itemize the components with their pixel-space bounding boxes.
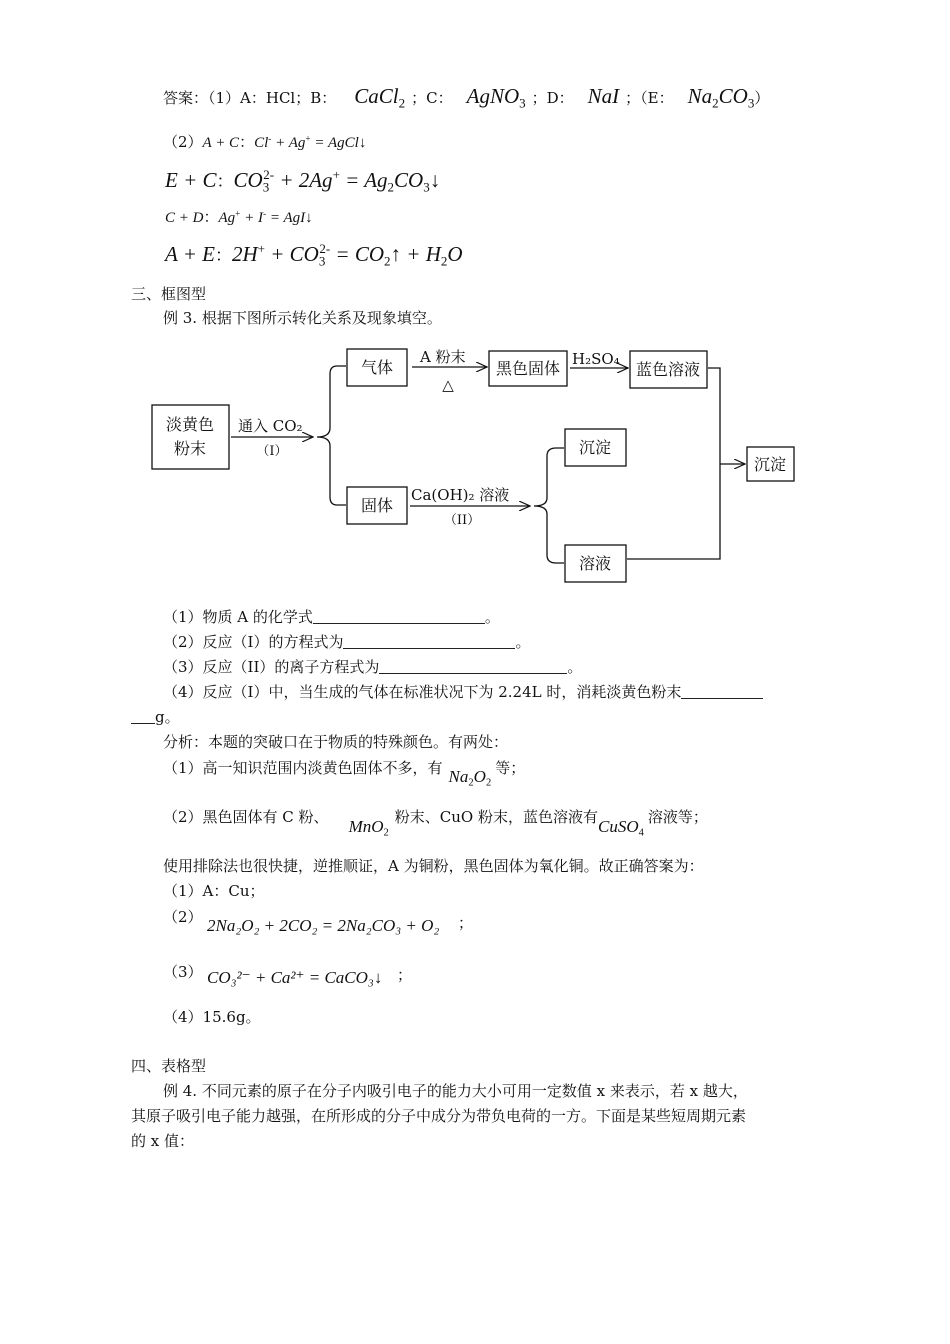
- q4-blank-a[interactable]: [681, 684, 763, 699]
- question-4: [163, 681, 763, 702]
- arrow-h2so4-label: H₂SO₄: [572, 350, 620, 368]
- eq-prefix: （2）: [163, 133, 203, 151]
- analysis-point-2: [163, 806, 708, 839]
- precipitate-final-label: 沉淀: [753, 455, 787, 474]
- answer-2-equation: 2Na₂O₂ + 2CO₂ = 2Na₂CO₃ + O₂: [207, 916, 440, 935]
- arrow-a-condition: △: [442, 376, 454, 394]
- question-4-cont: [131, 706, 180, 727]
- eq-ac-lhs: A + C: [202, 135, 240, 151]
- analysis-p1-text: （1）高一知识范围内淡黄色固体不多，有: [163, 759, 443, 777]
- example-3-text: 例 3. 根据下图所示转化关系及现象填空。: [163, 309, 442, 327]
- analysis-p2-end: 溶液等；: [647, 808, 708, 826]
- formula-cuso4: CuSO$_4$: [598, 817, 644, 839]
- answer-sep-d: ；D：: [531, 89, 574, 107]
- start-line2: 粉末: [173, 439, 207, 458]
- flow-diagram: [0, 0, 950, 600]
- question-2: [163, 631, 531, 652]
- eq-ec-lhs: E + C: [165, 168, 217, 192]
- eq-ec-colon: ：: [216, 172, 234, 192]
- formula-nai: NaI: [587, 84, 620, 108]
- q3-blank[interactable]: [379, 659, 567, 674]
- eq-ae-body: $2H^+ + CO_3^{2-}$ = $CO_2↑ + H_2O$: [231, 241, 463, 269]
- eq-ac-body: Cl- + Ag+ = AgCl↓: [254, 134, 367, 151]
- blue-solution-label: 蓝色溶液: [635, 360, 701, 379]
- analysis-p2-mid: 粉末、CuO 粉末，蓝色溶液有: [394, 808, 598, 826]
- connector-blue: [627, 368, 720, 559]
- q2-end: 。: [515, 633, 531, 651]
- example-4-line1: 例 4. 不同元素的原子在分子内吸引电子的能力大小可用一定数值 x 来表示，若 x 越大，: [163, 1082, 748, 1100]
- precipitate-top-label: 沉淀: [578, 438, 612, 457]
- answer-1: （1）A：Cu；: [163, 882, 265, 900]
- formula-cacl2: CaCl$_2$: [354, 84, 406, 111]
- example-4-line3: 的 x 值：: [131, 1132, 194, 1150]
- question-3: [163, 656, 582, 677]
- eq-ae-lhs: A + E: [165, 242, 215, 266]
- q1-blank[interactable]: [313, 609, 485, 624]
- analysis-p1-end: 等；: [495, 759, 526, 777]
- eq-cd-lhs: C + D: [165, 210, 204, 226]
- answer-4: （4）15.6g。: [163, 1008, 261, 1026]
- answer-sep-e: ；（E：: [625, 89, 674, 107]
- gas-label: 气体: [360, 358, 394, 377]
- q1-text: （1）物质 A 的化学式: [163, 608, 313, 626]
- eq-ec-body: $CO_3^{2-} + 2Ag^+$ = $Ag_2CO_3↓$: [233, 167, 441, 195]
- eq-cd-colon: ：: [203, 208, 219, 226]
- q2-text: （2）反应（I）的方程式为: [163, 633, 344, 651]
- brace-right: [534, 448, 564, 563]
- eq-ae-colon: ：: [214, 246, 232, 266]
- analysis-point-1: [163, 757, 526, 789]
- answer-label: 答案：（1）A：HCl；B：: [163, 89, 337, 107]
- q4-end: g。: [155, 708, 180, 726]
- black-solid-label: 黑色固体: [495, 359, 561, 378]
- q4-blank-b[interactable]: [131, 709, 155, 724]
- example-4-line2: 其原子吸引电子能力越强，在所形成的分子中成分为带负电荷的一方。下面是某些短周期元素: [131, 1107, 747, 1125]
- formula-na2o2: $Na_2O_2$: [448, 767, 492, 789]
- formula-agno3: AgNO$_3$: [466, 84, 526, 111]
- answer-3-end: ；: [397, 966, 413, 984]
- arrow-co2-step: （I）: [256, 444, 288, 459]
- answer-close: ）: [754, 89, 770, 107]
- solution-label: 溶液: [578, 554, 612, 573]
- formula-mno2: MnO$_2$: [348, 817, 389, 839]
- analysis-intro: 分析：本题的突破口在于物质的特殊颜色。有两处：: [163, 733, 509, 751]
- arrow-a-label: A 粉末: [420, 348, 466, 366]
- q1-end: 。: [484, 608, 500, 626]
- start-line1: 淡黄色: [165, 415, 215, 434]
- analysis-point-3: 使用排除法也很快捷，逆推顺证，A 为铜粉，黑色固体为氧化铜。故正确答案为：: [163, 857, 704, 875]
- q2-blank[interactable]: [343, 634, 515, 649]
- solid-label: 固体: [360, 496, 394, 515]
- brace-left: [317, 366, 346, 505]
- analysis-p2-text: （2）黑色固体有 C 粉、: [163, 808, 329, 826]
- eq-cd-body: Ag+ + I- = AgI↓: [218, 209, 313, 226]
- answer-3-label: （3）: [163, 963, 203, 981]
- arrow-caoh2-step: （II）: [443, 513, 481, 528]
- q4-text: （4）反应（I）中，当生成的气体在标准状况下为 2.24L 时，消耗淡黄色粉末: [163, 683, 682, 701]
- q3-text: （3）反应（II）的离子方程式为: [163, 658, 380, 676]
- arrow-caoh2-label: Ca(OH)₂ 溶液: [411, 486, 510, 504]
- q3-end: 。: [567, 658, 583, 676]
- answer-sep-c: ；C：: [411, 89, 453, 107]
- arrow-co2-label: 通入 CO₂: [238, 417, 303, 435]
- answer-2-label: （2）: [163, 908, 203, 926]
- answer-2-end: ；: [458, 914, 474, 932]
- eq-ac-colon: ：: [239, 133, 255, 151]
- section-4-heading: 四、表格型: [131, 1057, 207, 1075]
- formula-na2co3: $Na_2CO_3$: [687, 84, 755, 111]
- section-3-heading: 三、框图型: [131, 285, 207, 303]
- answer-3-equation: CO₃²⁻ + Ca²⁺ = CaCO₃↓: [207, 968, 383, 987]
- question-1: [163, 606, 500, 627]
